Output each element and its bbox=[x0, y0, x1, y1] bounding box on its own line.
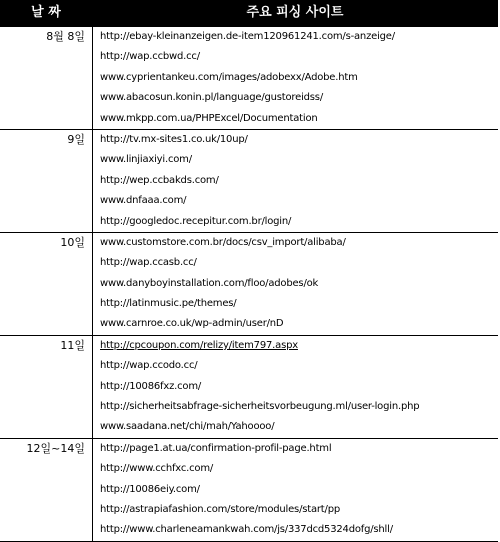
column-divider bbox=[92, 336, 93, 438]
url-entry: http://10086fxz.com/ bbox=[100, 380, 202, 392]
url-entry: www.mkpp.com.ua/PHPExcel/Documentation bbox=[100, 112, 318, 124]
date-group bbox=[0, 439, 498, 542]
url-entry: www.dnfaaa.com/ bbox=[100, 195, 187, 207]
url-entry: http://tv.mx-sites1.co.uk/10up/ bbox=[100, 133, 248, 145]
date-column-header: 날 짜 bbox=[31, 5, 61, 20]
url-entry: http://astrapiafashion.com/store/modules/start/pp bbox=[100, 503, 340, 515]
url-entry: http://www.charleneamankwah.com/js/337dcd5324dofg/shll/ bbox=[100, 524, 393, 536]
url-entry: http://latinmusic.pe/themes/ bbox=[100, 298, 237, 310]
url-entry: http://wap.ccodo.cc/ bbox=[100, 360, 198, 372]
url-list bbox=[100, 233, 498, 335]
url-entry: http://page1.at.ua/confirmation-profil-page.html bbox=[100, 442, 332, 454]
url-list bbox=[100, 336, 498, 438]
url-entry: www.danyboyinstallation.com/floo/adobes/ok bbox=[100, 277, 319, 289]
url-list bbox=[100, 439, 498, 541]
url-entry: http://wap.ccbwd.cc/ bbox=[100, 51, 200, 63]
url-entry: www.cyprientankeu.com/images/adobexx/Adobe.htm bbox=[100, 71, 358, 83]
url-entry: http://wap.ccasb.cc/ bbox=[100, 257, 197, 269]
column-divider bbox=[92, 27, 93, 129]
url-entry: www.saadana.net/chi/mah/Yahoooo/ bbox=[100, 421, 275, 433]
date-cell: 9일 bbox=[67, 132, 85, 146]
table-header bbox=[0, 0, 498, 26]
url-entry: http://10086eiy.com/ bbox=[100, 483, 200, 495]
date-group bbox=[0, 336, 498, 439]
column-divider bbox=[92, 439, 93, 541]
url-entry: http://wep.ccbakds.com/ bbox=[100, 174, 219, 186]
date-cell: 10일 bbox=[60, 235, 85, 249]
date-group bbox=[0, 233, 498, 336]
date-cell: 11일 bbox=[60, 338, 85, 352]
date-cell: 12일~14일 bbox=[26, 441, 85, 455]
url-entry: www.linjiaxiyi.com/ bbox=[100, 154, 192, 166]
date-group bbox=[0, 26, 498, 130]
column-divider bbox=[92, 130, 93, 232]
url-entry: http://cpcoupon.com/relizy/item797.aspx bbox=[100, 339, 298, 351]
url-list bbox=[100, 130, 498, 232]
url-entry: www.customstore.com.br/docs/csv_import/alibaba/ bbox=[100, 236, 346, 248]
url-entry: http://googledoc.recepitur.com.br/login/ bbox=[100, 215, 292, 227]
url-entry: www.abacosun.konin.pl/language/gustoreidss/ bbox=[100, 92, 323, 104]
column-divider bbox=[92, 233, 93, 335]
sites-column-header: 주요 피싱 사이트 bbox=[246, 5, 344, 20]
url-entry: http://www.cchfxc.com/ bbox=[100, 463, 214, 475]
url-entry: http://sicherheitsabfrage-sicherheitsvorbeugung.ml/user-login.php bbox=[100, 401, 420, 413]
url-entry: www.carnroe.co.uk/wp-admin/user/nD bbox=[100, 318, 284, 330]
url-list bbox=[100, 27, 498, 129]
url-entry: http://ebay-kleinanzeigen.de-item120961241.com/s-anzeige/ bbox=[100, 31, 395, 42]
date-cell: 8월 8일 bbox=[46, 30, 85, 43]
date-group bbox=[0, 130, 498, 233]
